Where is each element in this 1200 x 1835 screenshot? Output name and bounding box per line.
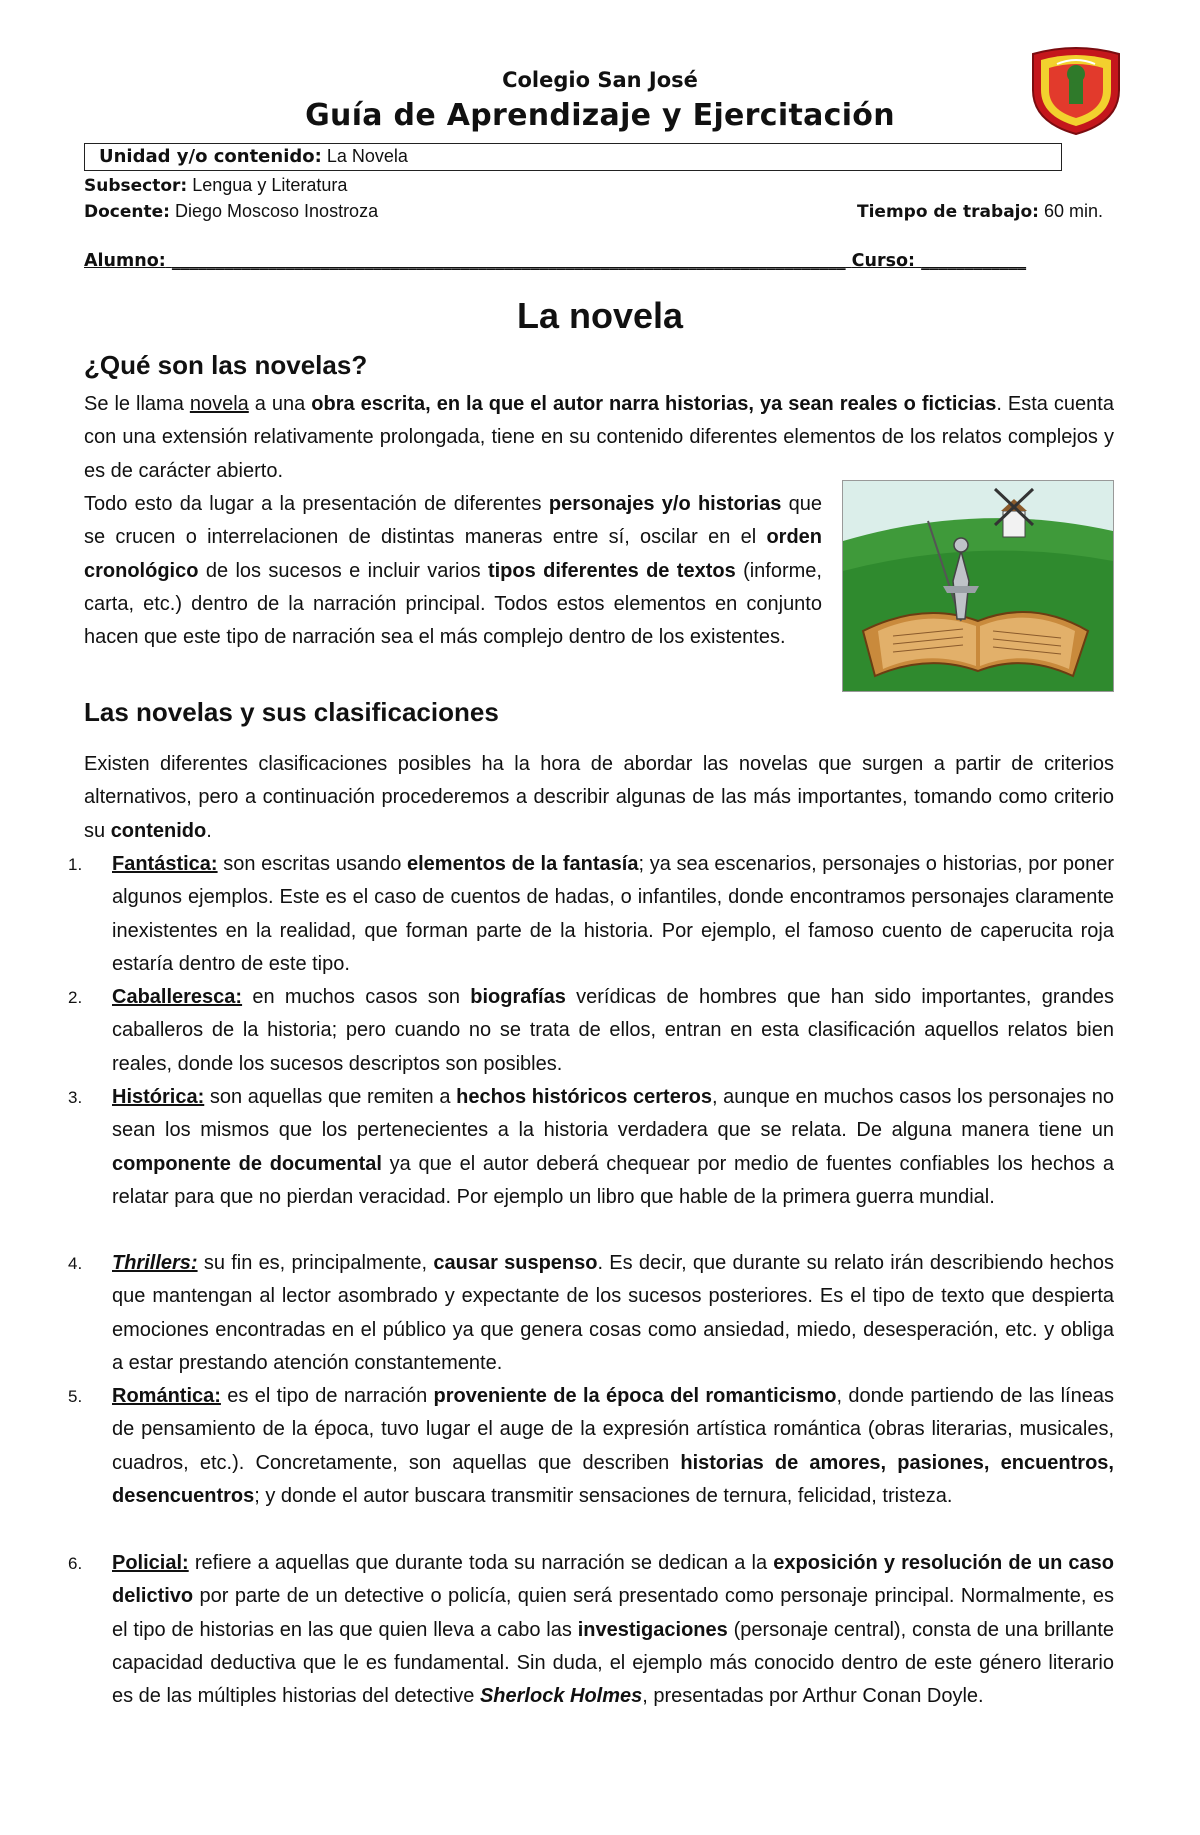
list-item-thrillers — [112, 1247, 1114, 1380]
unit-content-box — [84, 143, 1062, 171]
bold-term: personajes y/o historias — [548, 493, 782, 515]
bold-term: contenido — [110, 819, 207, 842]
paragraph-classification-intro — [84, 748, 1114, 848]
unit-value: La Novela — [326, 146, 408, 166]
text-run: en muchos casos son — [242, 986, 471, 1008]
school-crest-icon — [1027, 44, 1125, 136]
text-run: . Esta cuenta con una extensión relativamente prolongada, tiene en su contenido diferentes elementos de los relatos complejos y es de carácter abierto. — [84, 393, 1114, 482]
list-number: 4. — [68, 1254, 83, 1273]
unit-label: Unidad y/o contenido: — [99, 146, 322, 167]
list-item-fantastica — [112, 848, 1114, 981]
list-item-policial — [112, 1547, 1114, 1713]
text-run: su fin es, principalmente, — [197, 1252, 434, 1274]
text-run: . — [206, 819, 212, 842]
text-run: Existen diferentes clasificaciones posibles ha la hora de abordar las novelas que surgen a partir de criterios alternativos, pero a continuación procederemos a describir algunas de las más importantes, tomando como criterio su — [84, 753, 1114, 842]
text-run: son aquellas que remiten a — [204, 1086, 457, 1108]
text-run: (informe, carta, etc.) dentro de la narración principal. Todos estos elementos en conjunto hacen que este tipo de narración sea el más complejo dentro de los existentes. — [84, 559, 822, 649]
list-number: 3. — [68, 1088, 83, 1107]
text-run: ya que el autor deberá chequear por medio de fuentes confiables los hechos a relatar para que no pierdan veracidad. Por ejemplo un libro que hable de la primera guerra mundial. — [112, 1152, 1114, 1208]
item-label: Caballeresca: — [112, 986, 243, 1008]
bold-definition: obra escrita, en la que el autor narra historias, ya sean reales o ficticias — [311, 393, 997, 415]
bold-term: investigaciones — [577, 1618, 728, 1641]
time-value: 60 min. — [1044, 201, 1104, 221]
student-course-line — [84, 251, 1102, 271]
time-label: Tiempo de trabajo: — [857, 202, 1039, 222]
don-quixote-book-illustration — [842, 480, 1114, 692]
text-run: Se le llama — [84, 393, 190, 415]
school-name: Colegio San José — [502, 68, 698, 92]
text-run: es el tipo de narración — [220, 1385, 434, 1407]
text-run: ; ya sea escenarios, personajes o historias, por poner algunos ejemplos. Este es el caso de cuentos de hadas, o infantiles, donde encontramos personajes claramente inexistentes en la realidad, que forman parte de la historia. Por ejemplo, el famoso cuento de caperucita roja estaría dentro de este tipo. — [112, 853, 1114, 975]
course-blank: ____________ — [921, 251, 1027, 271]
paragraph-definition — [84, 388, 1114, 488]
teacher-value: Diego Moscoso Inostroza — [174, 201, 379, 221]
text-run: por parte de un detective o policía, quien será presentado como personaje principal. Normalmente, es el tipo de historias en las que quien lleva a cabo las — [112, 1585, 1114, 1641]
section-heading-clasificaciones: Las novelas y sus clasificaciones — [84, 697, 499, 727]
bold-term: biografías — [470, 986, 566, 1008]
bold-term: elementos de la fantasía — [406, 853, 639, 875]
list-item-historica — [112, 1081, 1114, 1214]
bold-term: proveniente de la época del romanticismo — [433, 1385, 837, 1407]
subsector-label: Subsector: — [84, 176, 188, 196]
text-run: Todo esto da lugar a la presentación de diferentes — [84, 493, 549, 515]
course-label: Curso: — [851, 251, 916, 271]
bold-term: historias de amores, pasiones, encuentros, desencuentros — [112, 1451, 1114, 1507]
guide-title: Guía de Aprendizaje y Ejercitación — [305, 98, 895, 133]
item-label: Policial: — [112, 1552, 189, 1574]
subsector-value: Lengua y Literatura — [192, 175, 348, 195]
student-label: Alumno: — [84, 251, 166, 271]
item-label: Romántica: — [112, 1385, 221, 1407]
student-blank: _____________________________________________________________________________ — [171, 251, 846, 271]
list-item-romantica — [112, 1380, 1114, 1513]
list-number: 6. — [68, 1554, 83, 1573]
text-run: a una — [248, 393, 312, 415]
bold-term: exposición y resolución de un caso delictivo — [112, 1552, 1114, 1608]
text-run: de los sucesos e incluir varios — [198, 559, 488, 582]
item-label: Thrillers: — [112, 1252, 198, 1274]
section-heading-que-son: ¿Qué son las novelas? — [84, 350, 368, 380]
list-item-caballeresca — [112, 981, 1114, 1081]
paragraph-characters — [84, 488, 822, 654]
list-number: 5. — [68, 1387, 83, 1406]
bold-term: hechos históricos certeros — [456, 1086, 712, 1108]
text-run: son escritas usando — [217, 853, 407, 875]
text-run: . Es decir, que durante su relato irán describiendo hechos que mantengan al lector asombrado y expectante de los sucesos posteriores. Es el tipo de texto que despierta emociones encontradas en el público ya que genera cosas como ansiedad, miedo, desesperación, etc. y obliga a estar prestando atención constantemente. — [112, 1252, 1115, 1374]
bold-italic-term: Sherlock Holmes — [479, 1685, 643, 1708]
item-label: Histórica: — [112, 1086, 205, 1108]
bold-term: causar suspenso — [433, 1252, 598, 1274]
text-run: (personaje central), consta de una brillante capacidad deductiva que le es fundamental. Sin duda, el ejemplo más conocido dentro de este género literario es de las múltiples historias del detective — [112, 1618, 1114, 1708]
text-run: refiere a aquellas que durante toda su narración se dedican a la — [188, 1552, 774, 1574]
list-number: 2. — [68, 988, 83, 1007]
term-novela: novela — [189, 393, 249, 415]
bold-term: tipos diferentes de textos — [487, 559, 736, 582]
bold-term: orden cronológico — [84, 526, 822, 582]
document-title: La novela — [516, 295, 684, 336]
item-label: Fantástica: — [112, 853, 218, 875]
text-run: , donde partiendo de las líneas de pensamiento de la época, tuvo lugar el auge de la expresión artística romántica (obras literarias, musicales, cuadros, etc.). Concretamente, son aquellas que describen — [112, 1385, 1114, 1474]
text-run: verídicas de hombres que han sido importantes, grandes caballeros de la historia; pero cuando no se trata de ellos, entran en esta clasificación aquellos relatos bien reales, donde los sucesos descriptos son posibles. — [112, 986, 1114, 1075]
text-run: ; y donde el autor buscara transmitir sensaciones de ternura, felicidad, tristeza. — [254, 1484, 953, 1507]
teacher-label: Docente: — [84, 202, 170, 222]
subsector-line — [84, 172, 347, 199]
time-line — [857, 198, 1103, 225]
list-number: 1. — [68, 855, 83, 874]
bold-term: componente de documental — [112, 1152, 382, 1175]
text-run: , presentadas por Arthur Conan Doyle. — [642, 1685, 984, 1708]
teacher-line — [84, 198, 378, 225]
text-run: que se crucen o interrelacionen de distintas maneras entre sí, oscilar en el — [84, 493, 822, 549]
text-run: , aunque en muchos casos los personajes no sean los mismos que los pertenecientes a la historia verdadera que se relata. De alguna manera tiene un — [112, 1086, 1114, 1142]
